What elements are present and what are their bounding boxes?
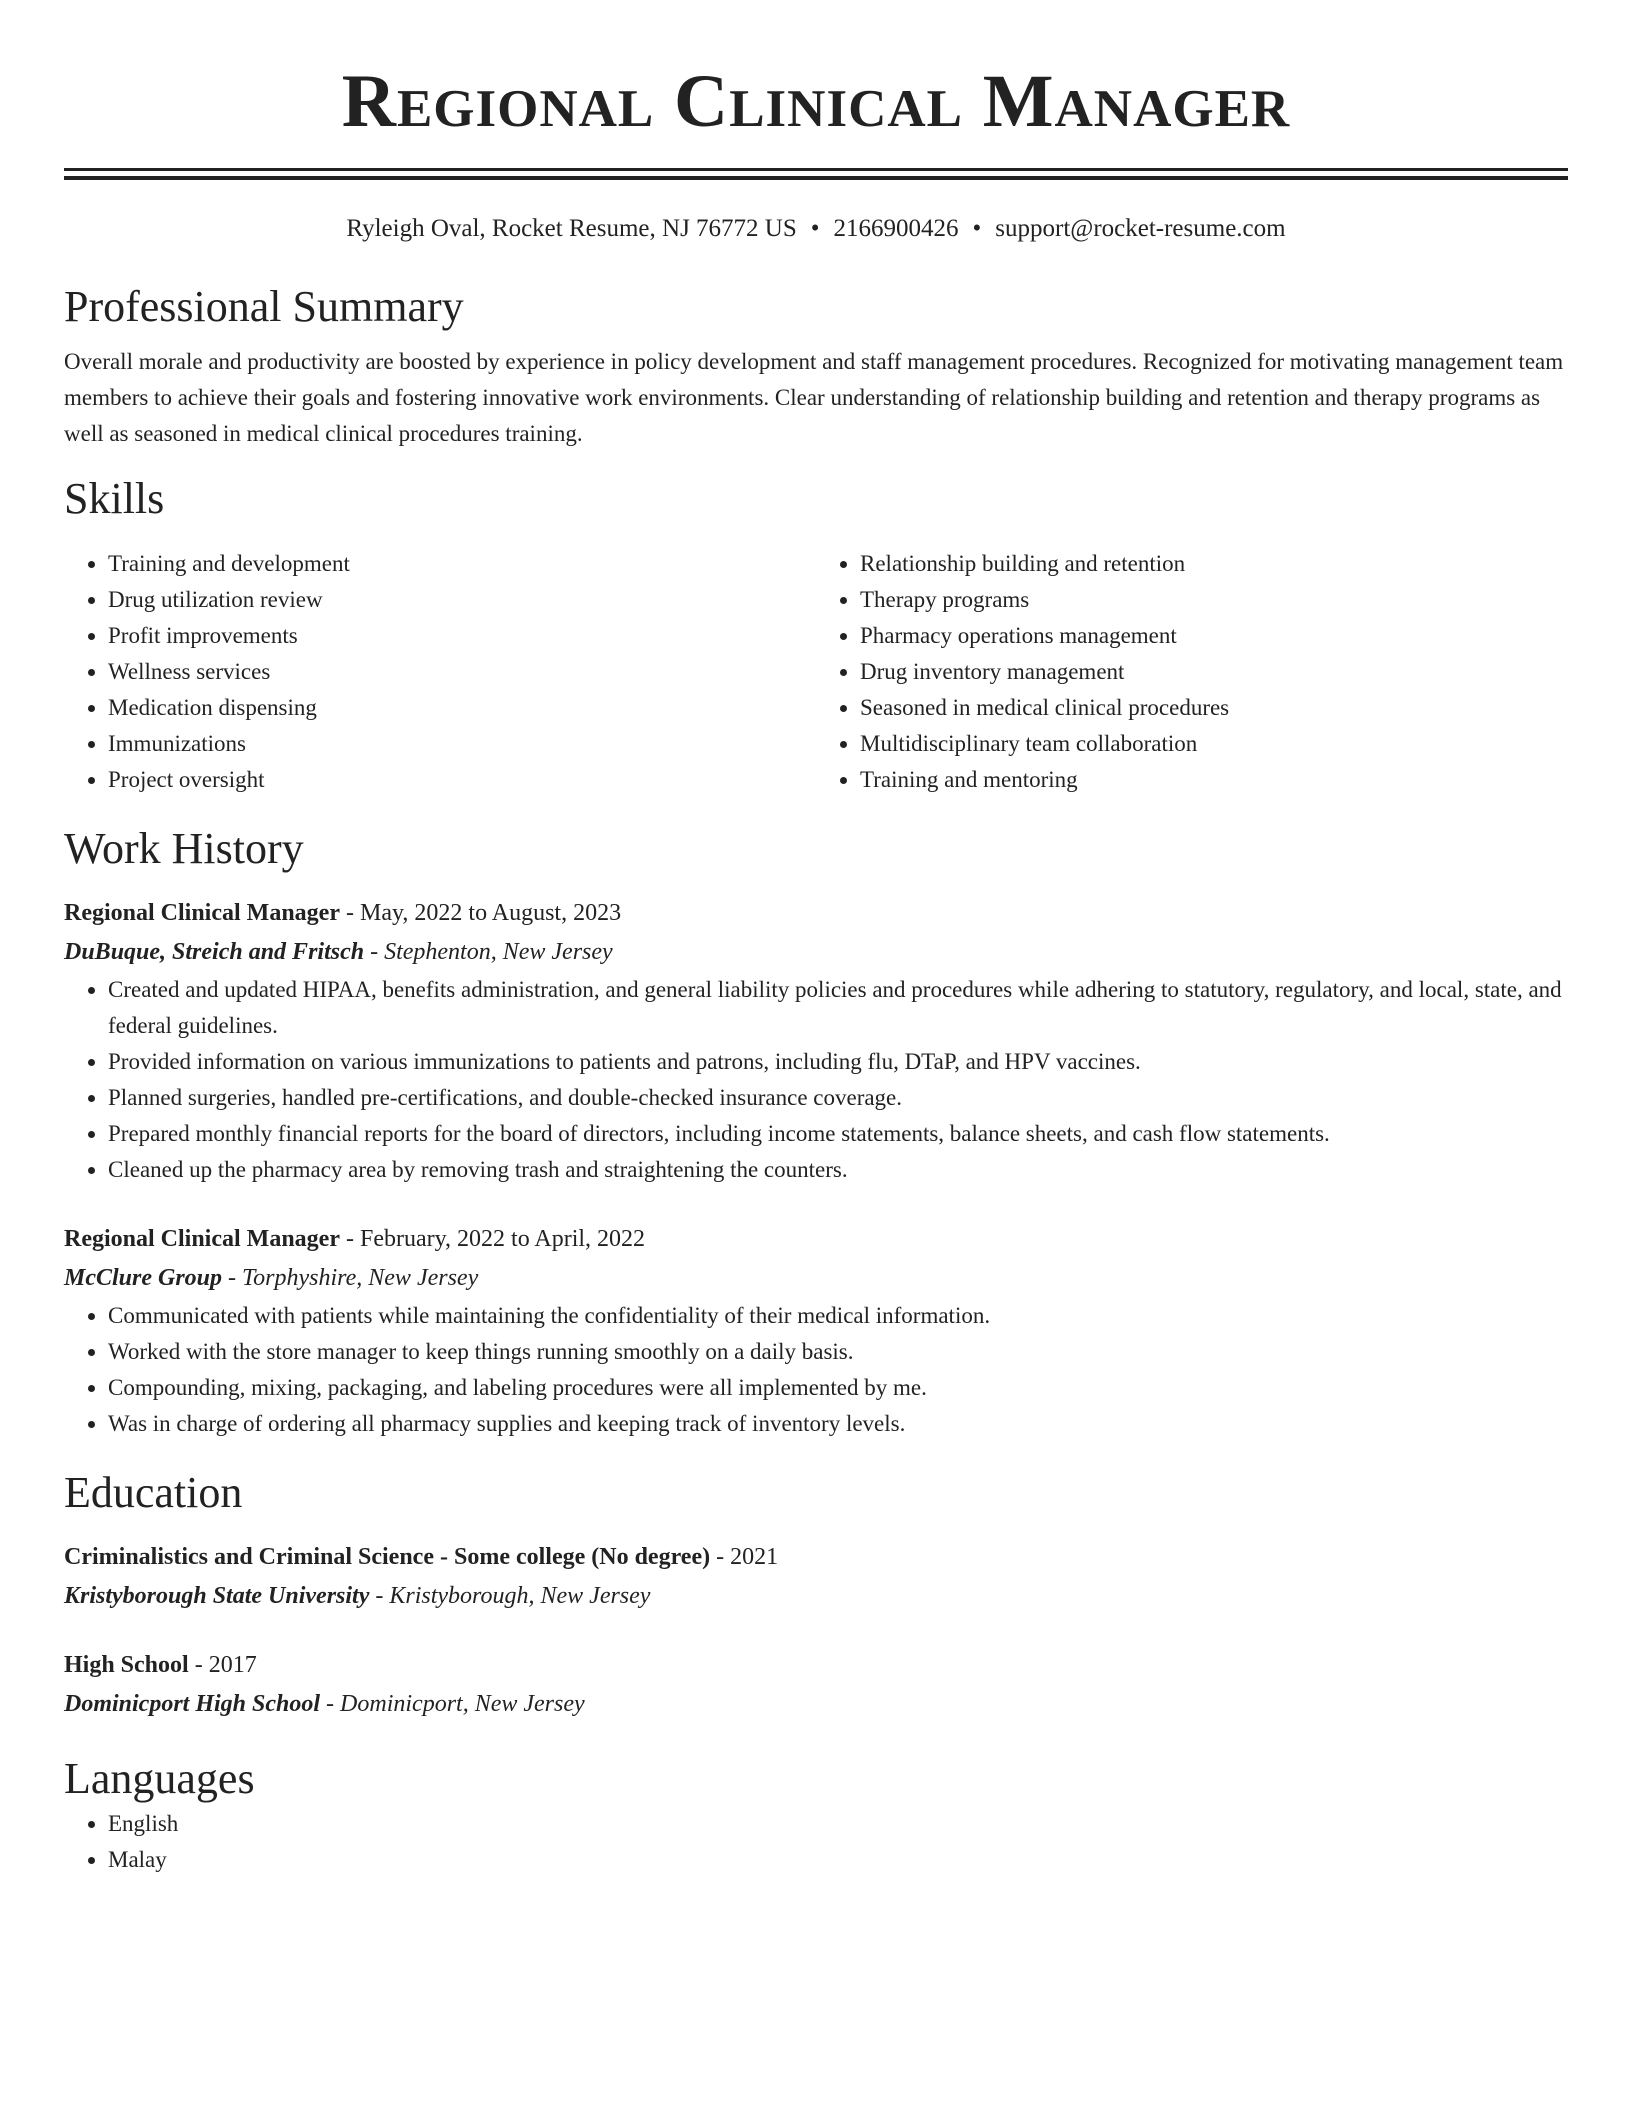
job-bullet: • Cleaned up the pharmacy area by removing trash and straightening the counters. (108, 1152, 1568, 1188)
education-heading: Education (64, 1468, 243, 1517)
job-bullet: • Was in charge of ordering all pharmacy supplies and keeping track of inventory levels. (108, 1406, 1568, 1442)
job-dates: - May, 2022 to August, 2023 (339, 900, 622, 926)
contact-email: support@rocket-resume.com (995, 215, 1286, 242)
summary-text: Overall morale and productivity are boosted by experience in policy development and staff management procedures. Recognized for motivating management team members to achieve their goals and fostering innovative work environments. Clear understanding of relationship building and retention and therapy programs as well as seasoned in medical clinical procedures training. (64, 349, 1564, 446)
employer-location: - Stephenton, New Jersey (364, 939, 613, 965)
job-bullet: • Prepared monthly financial reports for the board of directors, including income statements, balance sheets, and cash flow statements. (108, 1116, 1568, 1152)
school-name: Kristyborough State University (64, 1583, 370, 1609)
skill-item: • Multidisciplinary team collaboration (860, 726, 1568, 762)
degree-year: - 2017 (188, 1652, 257, 1678)
education-section (64, 1466, 1568, 1724)
skill-item: • Seasoned in medical clinical procedures (860, 690, 1568, 726)
degree-name: Criminalistics and Criminal Science - Some college (No degree) (64, 1544, 711, 1570)
skills-section (64, 472, 1568, 798)
skills-column-left (64, 546, 816, 798)
skill-item: • Medication dispensing (108, 690, 816, 726)
contact-line (64, 212, 1568, 246)
job-bullet: • Provided information on various immunizations to patients and patrons, including flu, DTaP, and HPV vaccines. (108, 1044, 1568, 1080)
contact-phone: 2166900426 (833, 215, 959, 242)
job-title: Regional Clinical Manager (64, 900, 340, 926)
job-entry (64, 1220, 1568, 1442)
degree-line (64, 1646, 1568, 1684)
skill-item: • Training and development (108, 546, 816, 582)
employer-name: DuBuque, Streich and Fritsch (64, 939, 365, 965)
languages-list (64, 1806, 1568, 1878)
skills-heading: Skills (64, 474, 165, 523)
job-entry (64, 894, 1568, 1188)
job-bullet-list (64, 972, 1568, 1188)
education-entry (64, 1646, 1568, 1724)
education-entry (64, 1538, 1568, 1616)
work-history-heading: Work History (64, 824, 304, 873)
job-bullet: • Created and updated HIPAA, benefits administration, and general liability policies and procedures while adhering to statutory, regulatory, and local, state, and federal guidelines. (108, 972, 1568, 1044)
job-title-line (64, 1220, 1568, 1258)
employer-name: McClure Group (64, 1265, 223, 1291)
summary-heading: Professional Summary (64, 282, 464, 331)
school-line (64, 1576, 1568, 1616)
header-rule-bottom (64, 176, 1568, 180)
skill-item: • Drug utilization review (108, 582, 816, 618)
school-location: - Kristyborough, New Jersey (369, 1583, 651, 1609)
job-bullet-list (64, 1298, 1568, 1442)
job-bullet: • Worked with the store manager to keep things running smoothly on a daily basis. (108, 1334, 1568, 1370)
languages-heading: Languages (64, 1754, 255, 1803)
skill-item: • Therapy programs (860, 582, 1568, 618)
job-title: Regional Clinical Manager (64, 1226, 340, 1252)
skill-item: • Training and mentoring (860, 762, 1568, 798)
skill-item: • Immunizations (108, 726, 816, 762)
school-line (64, 1684, 1568, 1724)
language-item: • Malay (108, 1842, 1568, 1878)
header-rule-top (64, 168, 1568, 171)
degree-line (64, 1538, 1568, 1576)
contact-separator: • (972, 215, 982, 242)
skill-item: • Pharmacy operations management (860, 618, 1568, 654)
job-bullet: • Communicated with patients while maintaining the confidentiality of their medical information. (108, 1298, 1568, 1334)
resume-name: Regional Clinical Manager (341, 60, 1291, 143)
job-dates: - February, 2022 to April, 2022 (339, 1226, 646, 1252)
skill-item: • Wellness services (108, 654, 816, 690)
degree-name: High School (64, 1652, 189, 1678)
skill-item: • Profit improvements (108, 618, 816, 654)
skills-column-right (816, 546, 1568, 798)
contact-separator: • (810, 215, 820, 242)
school-name: Dominicport High School (64, 1691, 321, 1717)
summary-section (64, 280, 1568, 452)
job-title-line (64, 894, 1568, 932)
skills-grid (64, 546, 1568, 798)
employer-line (64, 932, 1568, 972)
languages-section (64, 1752, 1568, 1878)
skill-item: • Drug inventory management (860, 654, 1568, 690)
employer-line (64, 1258, 1568, 1298)
job-bullet: • Compounding, mixing, packaging, and labeling procedures were all implemented by me. (108, 1370, 1568, 1406)
school-location: - Dominicport, New Jersey (320, 1691, 585, 1717)
employer-location: - Torphyshire, New Jersey (222, 1265, 479, 1291)
skill-item: • Relationship building and retention (860, 546, 1568, 582)
contact-address: Ryleigh Oval, Rocket Resume, NJ 76772 US (346, 215, 797, 242)
language-item: • English (108, 1806, 1568, 1842)
work-history-section (64, 822, 1568, 1442)
job-bullet: • Planned surgeries, handled pre-certifications, and double-checked insurance coverage. (108, 1080, 1568, 1116)
degree-year: - 2021 (710, 1544, 779, 1570)
skill-item: • Project oversight (108, 762, 816, 798)
